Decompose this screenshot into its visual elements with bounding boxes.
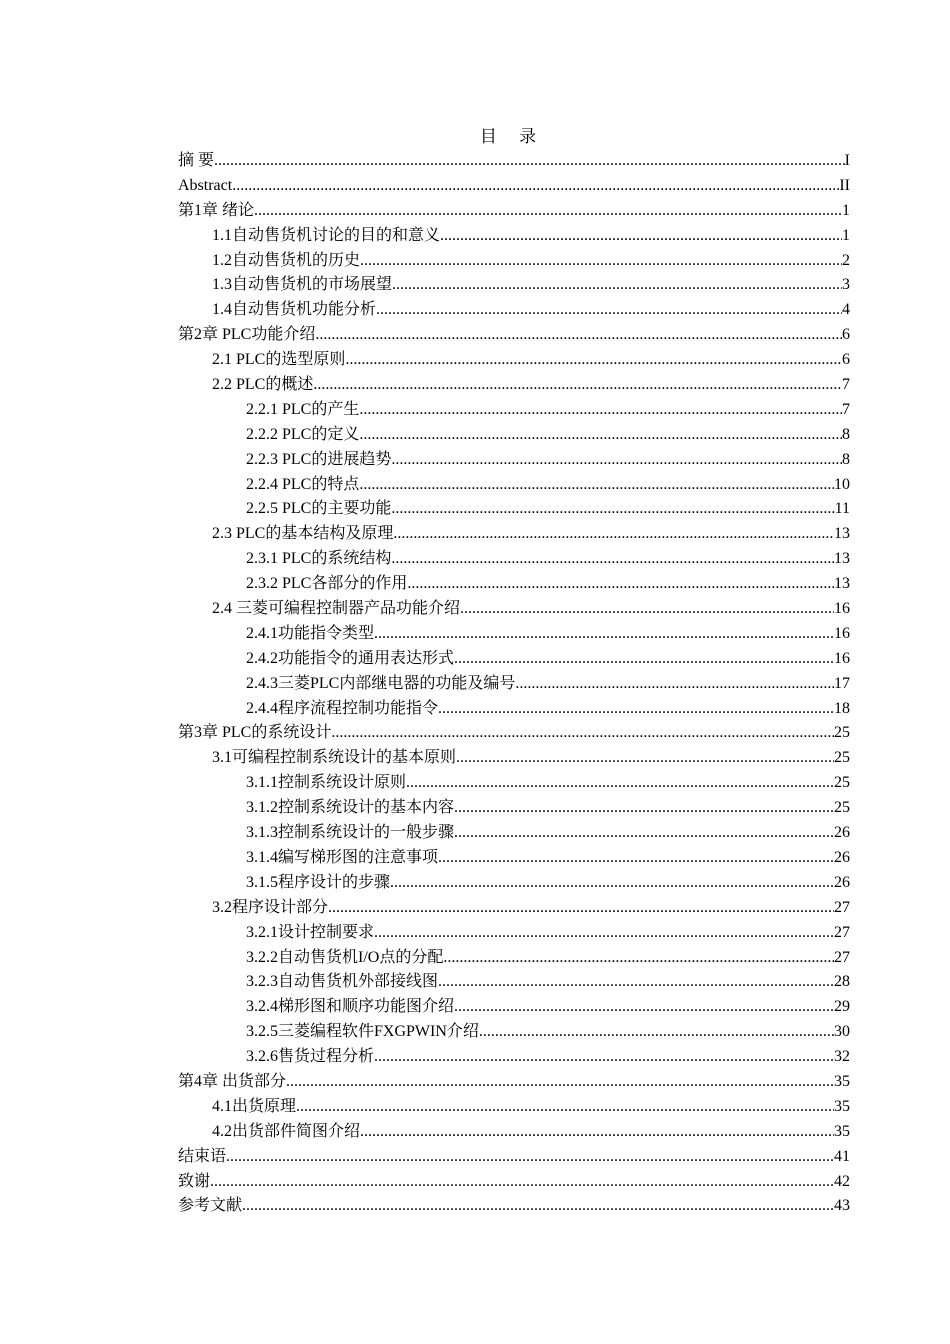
toc-dot-leader bbox=[345, 348, 842, 373]
toc-entry-label: 2.4.1功能指令类型 bbox=[246, 624, 375, 642]
toc-dot-leader bbox=[214, 149, 845, 174]
toc-entry[interactable] bbox=[178, 622, 850, 647]
toc-entry-label: 2.1 PLC的选型原则 bbox=[212, 351, 346, 369]
toc-dot-leader bbox=[454, 995, 834, 1020]
toc-entry-label: 3.2.6售货过程分析 bbox=[246, 1048, 375, 1066]
toc-entry-page-number: 3 bbox=[842, 276, 850, 294]
toc-entry-label: 2.4 三菱可编程控制器产品功能介绍 bbox=[212, 600, 461, 618]
toc-entry-label: 2.4.3三菱PLC内部继电器的功能及编号 bbox=[246, 674, 516, 692]
toc-entry[interactable] bbox=[178, 946, 850, 971]
toc-dot-leader bbox=[374, 1045, 834, 1070]
toc-entry-label: 2.3.1 PLC的系统结构 bbox=[246, 550, 392, 568]
toc-title: 目 录 bbox=[479, 127, 546, 146]
toc-dot-leader bbox=[460, 597, 834, 622]
toc-entry-page-number: 1 bbox=[842, 201, 850, 219]
toc-entry-label: 3.1可编程控制系统设计的基本原则 bbox=[212, 749, 457, 767]
toc-dot-leader bbox=[331, 721, 834, 746]
toc-entry[interactable] bbox=[178, 1194, 850, 1219]
toc-entry-page-number: 6 bbox=[842, 326, 850, 344]
toc-entry-page-number: 1 bbox=[842, 226, 850, 244]
toc-entry-page-number: I bbox=[844, 152, 850, 169]
toc-entry-label: 3.1.2控制系统设计的基本内容 bbox=[246, 799, 455, 817]
toc-entry-label: 1.1自动售货机讨论的目的和意义 bbox=[212, 226, 441, 244]
toc-entry-label: 3.2程序设计部分 bbox=[212, 898, 329, 916]
toc-dot-leader bbox=[296, 1095, 834, 1120]
toc-entry[interactable] bbox=[178, 298, 850, 323]
toc-dot-leader bbox=[359, 423, 842, 448]
toc-entry-label: 第4章 出货部分 bbox=[178, 1072, 287, 1090]
toc-dot-leader bbox=[313, 373, 842, 398]
toc-entry-page-number: 7 bbox=[842, 400, 850, 418]
toc-entry[interactable] bbox=[178, 174, 850, 199]
toc-dot-leader bbox=[456, 746, 834, 771]
toc-entry-label: 4.1出货原理 bbox=[212, 1097, 297, 1115]
toc-entry[interactable] bbox=[178, 1120, 850, 1145]
toc-dot-leader bbox=[315, 323, 842, 348]
toc-entry-label: 1.2自动售货机的历史 bbox=[212, 251, 361, 269]
toc-entry-label: 3.2.4梯形图和顺序功能图介绍 bbox=[246, 998, 455, 1016]
toc-dot-leader bbox=[210, 1170, 834, 1195]
toc-dot-leader bbox=[359, 473, 834, 498]
toc-entry[interactable] bbox=[178, 647, 850, 672]
toc-entry-label: 2.2.3 PLC的进展趋势 bbox=[246, 450, 392, 468]
toc-entry-page-number: 13 bbox=[834, 575, 850, 593]
toc-entry-page-number: 7 bbox=[842, 376, 850, 394]
toc-entry-label: 致谢 bbox=[178, 1172, 211, 1190]
toc-entry-label: 3.2.5三菱编程软件FXGPWIN介绍 bbox=[246, 1023, 479, 1041]
toc-dot-leader bbox=[374, 622, 834, 647]
toc-entry-page-number: 2 bbox=[842, 251, 850, 269]
toc-entry-page-number: 35 bbox=[834, 1097, 850, 1115]
toc-entry-page-number: 26 bbox=[834, 848, 850, 866]
toc-dot-leader bbox=[226, 1145, 834, 1170]
toc-dot-leader bbox=[391, 448, 842, 473]
toc-entry[interactable] bbox=[178, 398, 850, 423]
toc-dot-leader bbox=[328, 896, 834, 921]
toc-entry-label: 3.1.4编写梯形图的注意事项 bbox=[246, 848, 439, 866]
toc-entry-page-number: 32 bbox=[834, 1048, 850, 1066]
toc-entry[interactable] bbox=[178, 547, 850, 572]
toc-dot-leader bbox=[440, 224, 842, 249]
toc-entry-page-number: 27 bbox=[834, 948, 850, 966]
table-of-contents bbox=[178, 149, 850, 1219]
toc-entry[interactable] bbox=[178, 970, 850, 995]
toc-dot-leader bbox=[392, 273, 842, 298]
toc-entry-label: 2.2.2 PLC的定义 bbox=[246, 425, 360, 443]
toc-entry[interactable] bbox=[178, 323, 850, 348]
toc-entry[interactable] bbox=[178, 348, 850, 373]
toc-entry-page-number: 30 bbox=[834, 1023, 850, 1041]
toc-entry-page-number: 17 bbox=[834, 674, 850, 692]
toc-entry-page-number: 25 bbox=[834, 774, 850, 792]
toc-entry-label: 4.2出货部件简图介绍 bbox=[212, 1122, 361, 1140]
toc-dot-leader bbox=[443, 946, 834, 971]
toc-entry-page-number: 29 bbox=[834, 998, 850, 1016]
toc-dot-leader bbox=[515, 672, 834, 697]
toc-dot-leader bbox=[286, 1070, 834, 1095]
toc-entry[interactable] bbox=[178, 249, 850, 274]
toc-entry[interactable] bbox=[178, 199, 850, 224]
toc-entry-page-number: 41 bbox=[834, 1147, 850, 1165]
toc-entry-label: 结束语 bbox=[178, 1147, 227, 1165]
toc-entry[interactable] bbox=[178, 821, 850, 846]
toc-entry[interactable] bbox=[178, 1170, 850, 1195]
toc-entry-label: 第2章 PLC功能介绍 bbox=[178, 326, 316, 344]
toc-entry[interactable] bbox=[178, 896, 850, 921]
toc-entry-label: 3.1.3控制系统设计的一般步骤 bbox=[246, 824, 455, 842]
toc-entry-label: 2.3.2 PLC各部分的作用 bbox=[246, 575, 408, 593]
toc-entry[interactable] bbox=[178, 423, 850, 448]
toc-entry-label: 1.4自动售货机功能分析 bbox=[212, 301, 377, 319]
toc-entry-label: 2.2.4 PLC的特点 bbox=[246, 475, 360, 493]
toc-entry[interactable] bbox=[178, 373, 850, 398]
toc-entry[interactable] bbox=[178, 572, 850, 597]
toc-dot-leader bbox=[376, 298, 842, 323]
toc-entry-page-number: 35 bbox=[834, 1072, 850, 1090]
toc-entry-page-number: 6 bbox=[842, 351, 850, 369]
toc-entry-label: 3.2.2自动售货机I/O点的分配 bbox=[246, 948, 444, 966]
toc-dot-leader bbox=[242, 1194, 834, 1219]
toc-entry-page-number: 25 bbox=[834, 799, 850, 817]
toc-entry[interactable] bbox=[178, 1020, 850, 1045]
toc-entry[interactable] bbox=[178, 871, 850, 896]
toc-dot-leader bbox=[407, 572, 834, 597]
toc-entry-page-number: 27 bbox=[834, 898, 850, 916]
toc-entry-page-number: 35 bbox=[834, 1122, 850, 1140]
toc-entry-page-number: 25 bbox=[834, 749, 850, 767]
toc-entry[interactable] bbox=[178, 473, 850, 498]
toc-entry[interactable] bbox=[178, 846, 850, 871]
toc-entry[interactable] bbox=[178, 1095, 850, 1120]
toc-dot-leader bbox=[438, 970, 834, 995]
toc-entry-page-number: 25 bbox=[834, 724, 850, 742]
toc-entry[interactable] bbox=[178, 224, 850, 249]
toc-entry[interactable] bbox=[178, 721, 850, 746]
toc-entry-label: 1.3自动售货机的市场展望 bbox=[212, 276, 393, 294]
toc-entry-label: 3.1.1控制系统设计原则 bbox=[246, 774, 407, 792]
toc-dot-leader bbox=[438, 697, 834, 722]
toc-dot-leader bbox=[438, 846, 834, 871]
toc-entry-page-number: 8 bbox=[842, 425, 850, 443]
toc-dot-leader bbox=[406, 771, 834, 796]
toc-entry-page-number: 10 bbox=[834, 475, 850, 493]
toc-entry-page-number: 4 bbox=[842, 301, 850, 319]
toc-entry-label: 2.2.5 PLC的主要功能 bbox=[246, 500, 392, 518]
toc-entry-page-number: 16 bbox=[834, 624, 850, 642]
toc-entry[interactable] bbox=[178, 522, 850, 547]
toc-dot-leader bbox=[391, 497, 834, 522]
toc-dot-leader bbox=[391, 547, 834, 572]
toc-entry[interactable] bbox=[178, 672, 850, 697]
toc-entry[interactable] bbox=[178, 1145, 850, 1170]
toc-entry[interactable] bbox=[178, 597, 850, 622]
toc-entry-label: 摘 要 bbox=[178, 152, 215, 169]
toc-dot-leader bbox=[232, 174, 839, 199]
toc-dot-leader bbox=[390, 871, 834, 896]
toc-entry[interactable] bbox=[178, 921, 850, 946]
toc-entry-page-number: 13 bbox=[834, 550, 850, 568]
toc-entry-page-number: 42 bbox=[834, 1172, 850, 1190]
toc-entry-page-number: 16 bbox=[834, 600, 850, 618]
toc-entry-page-number: 16 bbox=[834, 649, 850, 667]
toc-entry-page-number: 18 bbox=[834, 699, 850, 717]
toc-entry-label: 第3章 PLC的系统设计 bbox=[178, 724, 332, 742]
toc-entry-page-number: II bbox=[839, 176, 850, 194]
toc-entry-page-number: 27 bbox=[834, 923, 850, 941]
toc-entry[interactable] bbox=[178, 149, 850, 174]
toc-entry-label: 3.2.1设计控制要求 bbox=[246, 923, 375, 941]
toc-entry-label: 2.3 PLC的基本结构及原理 bbox=[212, 525, 394, 543]
toc-entry[interactable] bbox=[178, 746, 850, 771]
toc-entry-page-number: 11 bbox=[834, 500, 850, 518]
toc-entry-page-number: 26 bbox=[834, 824, 850, 842]
toc-dot-leader bbox=[360, 249, 842, 274]
toc-entry-page-number: 13 bbox=[834, 525, 850, 543]
toc-dot-leader bbox=[479, 1020, 834, 1045]
toc-entry[interactable] bbox=[178, 1070, 850, 1095]
toc-entry-page-number: 43 bbox=[834, 1197, 850, 1215]
toc-entry-label: 3.2.3自动售货机外部接线图 bbox=[246, 973, 439, 991]
toc-dot-leader bbox=[393, 522, 834, 547]
toc-entry-label: 2.2.1 PLC的产生 bbox=[246, 400, 360, 418]
toc-entry-label: 2.2 PLC的概述 bbox=[212, 376, 314, 394]
toc-entry-label: 3.1.5程序设计的步骤 bbox=[246, 873, 391, 891]
toc-entry[interactable] bbox=[178, 697, 850, 722]
toc-entry-label: 参考文献 bbox=[178, 1197, 243, 1215]
toc-entry-label: 2.4.4程序流程控制功能指令 bbox=[246, 699, 439, 717]
toc-entry[interactable] bbox=[178, 448, 850, 473]
toc-entry[interactable] bbox=[178, 1045, 850, 1070]
toc-entry[interactable] bbox=[178, 796, 850, 821]
toc-dot-leader bbox=[360, 1120, 834, 1145]
toc-dot-leader bbox=[374, 921, 834, 946]
toc-entry-page-number: 8 bbox=[842, 450, 850, 468]
toc-entry-page-number: 28 bbox=[834, 973, 850, 991]
toc-entry-page-number: 26 bbox=[834, 873, 850, 891]
toc-dot-leader bbox=[254, 199, 842, 224]
toc-entry-label: 2.4.2功能指令的通用表达形式 bbox=[246, 649, 455, 667]
toc-dot-leader bbox=[454, 647, 834, 672]
toc-entry[interactable] bbox=[178, 497, 850, 522]
toc-entry[interactable] bbox=[178, 771, 850, 796]
toc-dot-leader bbox=[454, 796, 834, 821]
toc-entry-label: 第1章 绪论 bbox=[178, 201, 255, 219]
toc-entry-label: Abstract bbox=[178, 176, 233, 194]
toc-dot-leader bbox=[454, 821, 834, 846]
toc-entry[interactable] bbox=[178, 273, 850, 298]
toc-dot-leader bbox=[359, 398, 842, 423]
toc-entry[interactable] bbox=[178, 995, 850, 1020]
